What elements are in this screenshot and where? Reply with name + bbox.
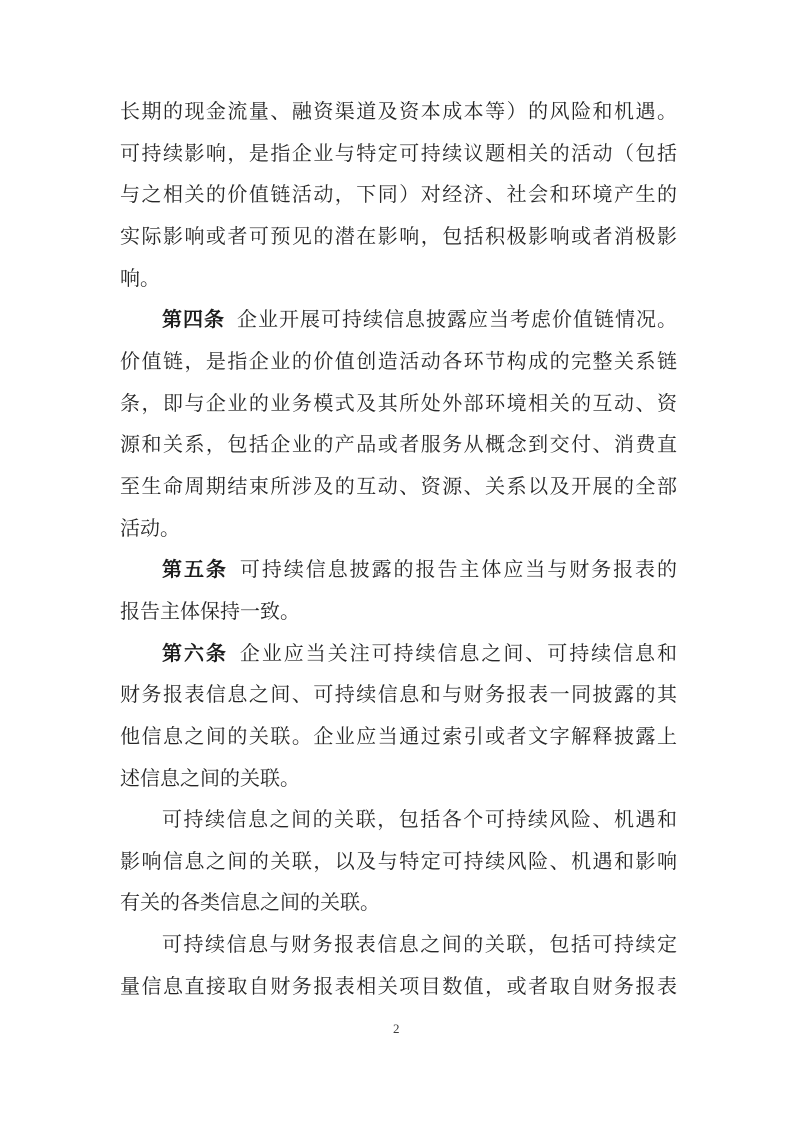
text-line: 源和关系，包括企业的产品或者服务从概念到交付、消费直 [120, 434, 677, 457]
text-line-article-5 [120, 550, 677, 592]
text-line: 影响信息之间的关联，以及与特定可持续风险、机遇和影响 [120, 850, 677, 873]
text-line: 有关的各类信息之间的关联。 [120, 892, 380, 915]
text-line: 价值链，是指企业的价值创造活动各环节构成的完整关系链 [120, 350, 677, 373]
text-line: 与之相关的价值链活动，下同）对经济、社会和环境产生的 [120, 184, 677, 207]
text-line: 可持续影响，是指企业与特定可持续议题相关的活动（包括 [120, 142, 677, 165]
page-footer [0, 1020, 793, 1038]
text-line-article-4 [120, 300, 677, 342]
text-line: 财务报表信息之间、可持续信息和与财务报表一同披露的其 [120, 684, 677, 707]
article-6-label: 第六条 [162, 642, 228, 665]
text-line: 量信息直接取自财务报表相关项目数值，或者取自财务报表 [120, 975, 677, 998]
article-6-text: 企业应当关注可持续信息之间、可持续信息和 [239, 642, 678, 665]
article-4-text: 企业开展可持续信息披露应当考虑价值链情况。 [237, 309, 677, 332]
text-line: 长期的现金流量、融资渠道及资本成本等）的风险和机遇。 [120, 101, 677, 123]
text-line: 响。 [120, 267, 160, 290]
text-line: 至生命周期结束所涉及的互动、资源、关系以及开展的全部 [120, 475, 677, 498]
text-line: 可持续信息之间的关联，包括各个可持续风险、机遇和 [162, 809, 677, 832]
text-line: 报告主体保持一致。 [120, 600, 300, 623]
article-4-label: 第四条 [162, 309, 225, 332]
text-line: 可持续信息与财务报表信息之间的关联，包括可持续定 [162, 934, 677, 957]
text-line-article-6 [120, 634, 677, 676]
article-5-text: 可持续信息披露的报告主体应当与财务报表的 [239, 559, 678, 582]
page-number: 2 [393, 1021, 400, 1036]
text-line: 活动。 [120, 517, 180, 540]
text-line: 实际影响或者可预见的潜在影响，包括积极影响或者消极影 [120, 225, 677, 248]
text-block [120, 92, 677, 1008]
text-line: 述信息之间的关联。 [120, 767, 300, 790]
article-5-label: 第五条 [162, 559, 228, 582]
text-line: 他信息之间的关联。企业应当通过索引或者文字解释披露上 [120, 725, 677, 748]
text-line: 条，即与企业的业务模式及其所处外部环境相关的互动、资 [120, 392, 677, 415]
